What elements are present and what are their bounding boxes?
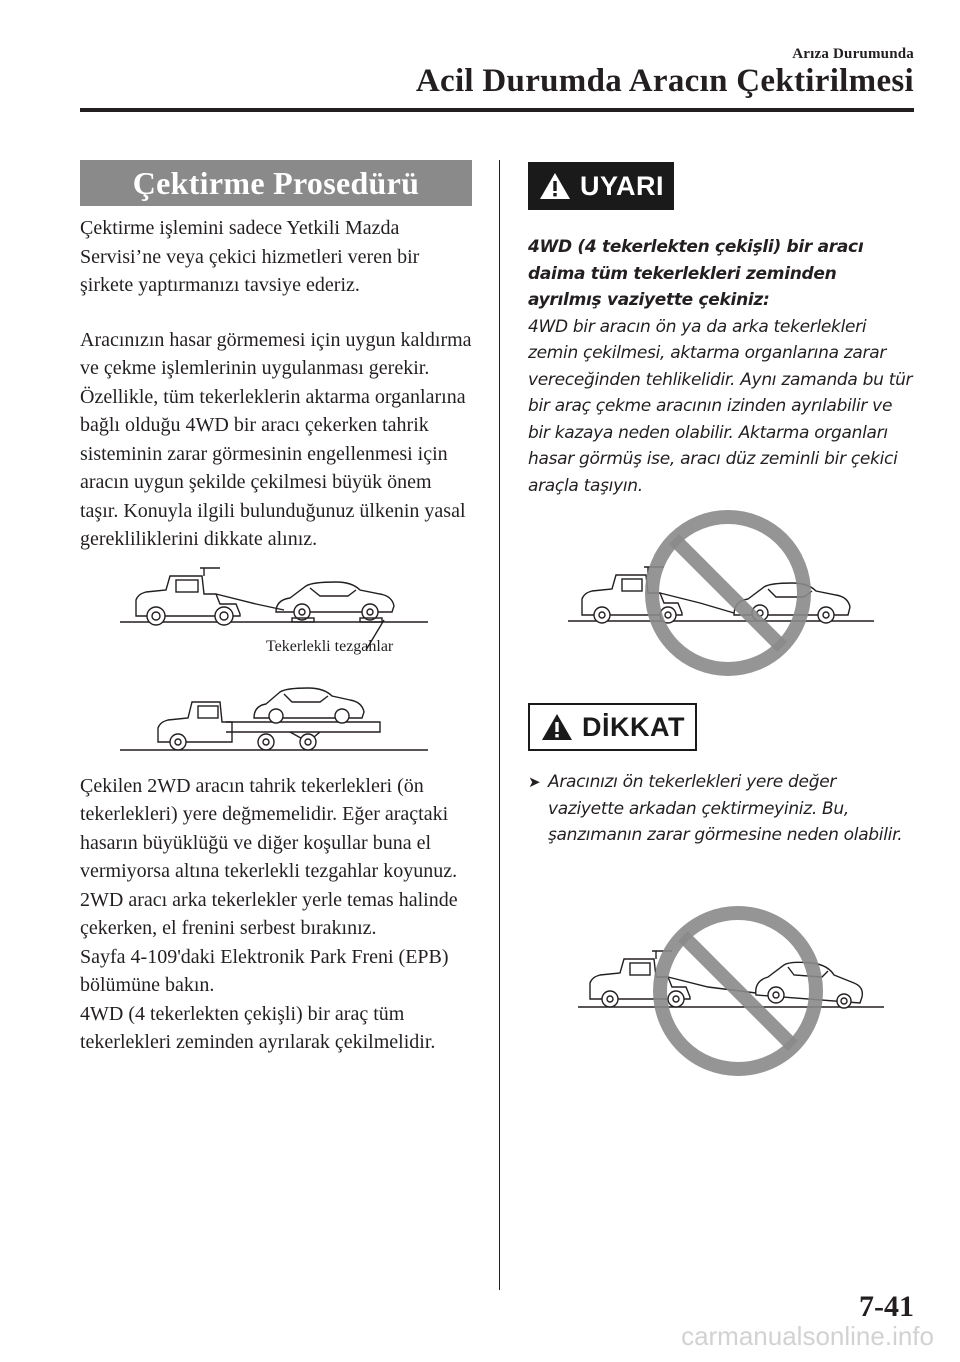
- header-rule: [80, 108, 914, 112]
- prohibited-tow-4wd-illustration: [528, 505, 914, 681]
- watermark: carmanualsonline.info: [681, 1321, 934, 1351]
- paragraph-2wd-drive-wheels: Çekilen 2WD aracın tahrik tekerlekleri (ön tekerlekleri) yere değmemelidir. Eğer araçtaki hasarın büyüklüğü ve diğer koşullar buna el vermiyorsa altına tekerlekli tezgahlar koyunuz.: [80, 774, 458, 882]
- right-column: [528, 160, 914, 1085]
- figure-label-wheel-dollies: Tekerlekli tezgahlar: [266, 637, 394, 655]
- flatbed-truck-illustration: [80, 676, 472, 758]
- prohibited-sign-icon: [660, 913, 816, 1069]
- warning-badge: [528, 162, 674, 210]
- prohibited-sign-icon: [652, 517, 804, 669]
- caution-badge: [528, 703, 697, 751]
- warning-body: 4WD bir aracın ön ya da arka tekerlekleri zemin çekilmesi, aktarma organlarına zarar vereceğinden tehlikelidir. Aynı zamanda bu tür bir araç çekme aracının izinden ayrılabilir ve bir kazaya neden olabilir. Aktarma organları hasar görmüş ise, aracı düz zeminli bir çekici araçla taşıyın.: [528, 316, 913, 496]
- prohibited-tow-front-wheels-illustration: [528, 895, 914, 1085]
- section-title: Acil Durumda Aracın Çektirilmesi: [415, 63, 914, 99]
- warning-heading: 4WD (4 tekerlekten çekişli) bir aracı daima tüm tekerlekleri zeminden ayrılmış vaziyette çekiniz:: [528, 237, 864, 310]
- paragraph-4wd-towing: 4WD (4 tekerlekten çekişli) bir araç tüm tekerlekleri zeminden ayrılarak çekilmelidir.: [80, 1002, 436, 1053]
- left-column: [80, 160, 472, 1057]
- paragraph-epb-reference: Sayfa 4-109'daki Elektronik Park Freni (EPB) bölümüne bakın.: [80, 945, 449, 996]
- paragraph-2wd-handbrake: 2WD aracı arka tekerlekler yerle temas halinde çekerken, el frenini serbest bırakınız.: [80, 888, 458, 939]
- column-divider: [499, 160, 500, 1290]
- paragraph-service-recommendation: Çektirme işlemini sadece Yetkili Mazda Servisi’ne veya çekici hizmetleri veren bir şirkete yaptırmanızı tavsiye ederiz.: [80, 217, 420, 296]
- warning-triangle-icon: [538, 171, 572, 201]
- chapter-title: Arıza Durumunda: [792, 46, 914, 62]
- caution-label: DİKKAT: [582, 711, 685, 742]
- procedure-title: Çektirme Prosedürü: [80, 160, 472, 206]
- caution-item: [528, 769, 914, 849]
- caution-list: [528, 769, 914, 849]
- warning-label: UYARI: [580, 170, 665, 201]
- caution-triangle-icon: [540, 712, 574, 742]
- figure-tow-dollies: [80, 564, 472, 656]
- caution-item-text: Aracınızı ön tekerlekleri yere değer vaziyette arkadan çektirmeyiniz. Bu, şanzımanın zarar görmesine neden olabilir.: [548, 772, 903, 845]
- paragraph-proper-towing: Aracınızın hasar görmemesi için uygun kaldırma ve çekme işlemlerinin uygulanması gerekir. Özellikle, tüm tekerleklerin aktarma organlarına bağlı olduğu 4WD bir aracı çekerken tahrik sisteminin zarar görmesinin engellenmesi için aracın uygun şekilde çekilmesi büyük önem taşır. Konuyla ilgili bulunduğunuz ülkenin yasal gerekliliklerini dikkate alınız.: [80, 328, 472, 550]
- page-number: 7-41: [859, 1290, 914, 1323]
- bullet-arrow-icon: ➤: [528, 773, 541, 791]
